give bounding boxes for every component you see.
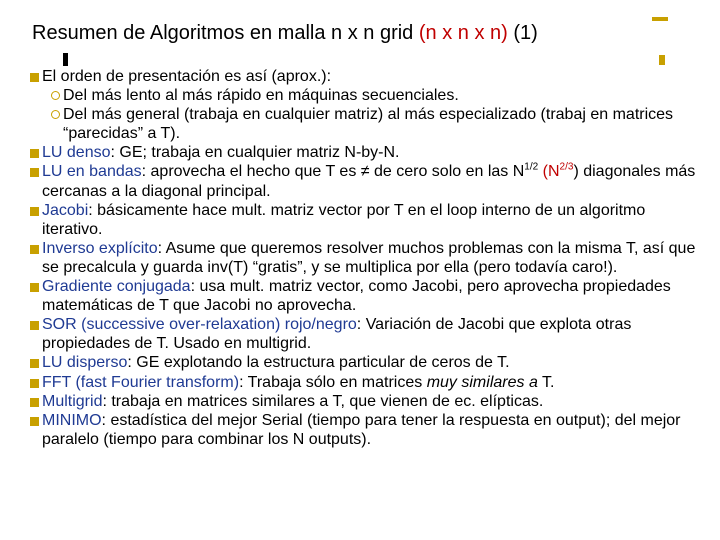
bullet-list <box>28 67 700 449</box>
term-lu-denso: LU denso <box>42 144 111 162</box>
term-fft: FFT (fast Fourier transform) <box>42 373 240 391</box>
cursor-mark <box>63 53 68 66</box>
bullet-square-icon <box>30 168 39 177</box>
bullet-square-icon <box>30 379 39 388</box>
bullet-circle-icon <box>51 110 60 119</box>
list-item-lu-denso: LU denso: GE; trabaja en cualquier matriz N-by-N. <box>28 143 700 162</box>
corner-bar-decoration <box>652 17 668 21</box>
list-item-intro: El orden de presentación es así (aprox.): <box>28 67 700 86</box>
bullet-square-icon <box>30 207 39 216</box>
slide-title <box>32 22 538 45</box>
title-highlight: (n x n x n) <box>418 22 508 44</box>
list-item-minimo: MINIMO: estadística del mejor Serial (tiempo para tener la respuesta en output); del mejor paralelo (tiempo para combinar los N outputs). <box>28 411 700 449</box>
bullet-square-icon <box>30 245 39 254</box>
term-lu-bandas: LU en bandas <box>42 163 142 181</box>
term-minimo: MINIMO <box>42 411 102 429</box>
bullet-circle-icon <box>51 91 60 100</box>
bullet-square-icon <box>30 398 39 407</box>
bullet-square-icon <box>30 283 39 292</box>
bullet-square-icon <box>30 321 39 330</box>
list-item-multigrid: Multigrid: trabaja en matrices similares a T, que vienen de ec. elípticas. <box>28 392 700 411</box>
term-sor: SOR (successive over-relaxation) rojo/negro <box>42 316 357 334</box>
bullet-square-icon <box>30 149 39 158</box>
bullet-square-icon <box>30 417 39 426</box>
term-gradiente: Gradiente conjugada <box>42 278 191 296</box>
list-item-lu-bandas: LU en bandas: aprovecha el hecho que T es ≠ de cero solo en las $N^{1/2}$ $(N^{2/3})$ diagonales más cercanas a la diagonal principal. <box>28 162 700 200</box>
list-item-lu-disperso: LU disperso: GE explotando la estructura particular de ceros de T. <box>28 353 700 372</box>
bullet-square-icon <box>30 73 39 82</box>
list-item-sor: SOR (successive over-relaxation) rojo/negro: Variación de Jacobi que explota otras propiedades de T. Usado en multigrid. <box>28 315 700 353</box>
term-jacobi: Jacobi <box>42 201 89 219</box>
title-main: Resumen de Algoritmos en malla n x n grid <box>32 22 414 44</box>
term-multigrid: Multigrid <box>42 392 103 410</box>
term-inverso: Inverso explícito <box>42 239 158 257</box>
list-item-gradiente: Gradiente conjugada: usa mult. matriz vector, como Jacobi, pero aprovecha propiedades matemáticas de T que Jacobi no aprovecha. <box>28 277 700 315</box>
list-item-inverso: Inverso explícito: Asume que queremos resolver muchos problemas con la misma T, así que se precalcula y guarda inv(T) “gratis”, y se multiplica por ella (pero todavía caro!). <box>28 239 700 277</box>
title-number: (1) <box>513 22 538 44</box>
list-item-fft: FFT (fast Fourier transform): Trabaja sólo en matrices muy similares a T. <box>28 373 700 392</box>
sub-item-speed: Del más lento al más rápido en máquinas secuenciales. <box>28 86 700 105</box>
sub-item-generality: Del más general (trabaja en cualquier matriz) al más especializado (trabaj en matrices “parecidas” a T). <box>28 105 700 143</box>
bullet-square-icon <box>30 359 39 368</box>
corner-dot-decoration <box>659 55 665 65</box>
list-item-jacobi: Jacobi: básicamente hace mult. matriz vector por T en el loop interno de un algoritmo iterativo. <box>28 201 700 239</box>
term-lu-disperso: LU disperso <box>42 354 128 372</box>
